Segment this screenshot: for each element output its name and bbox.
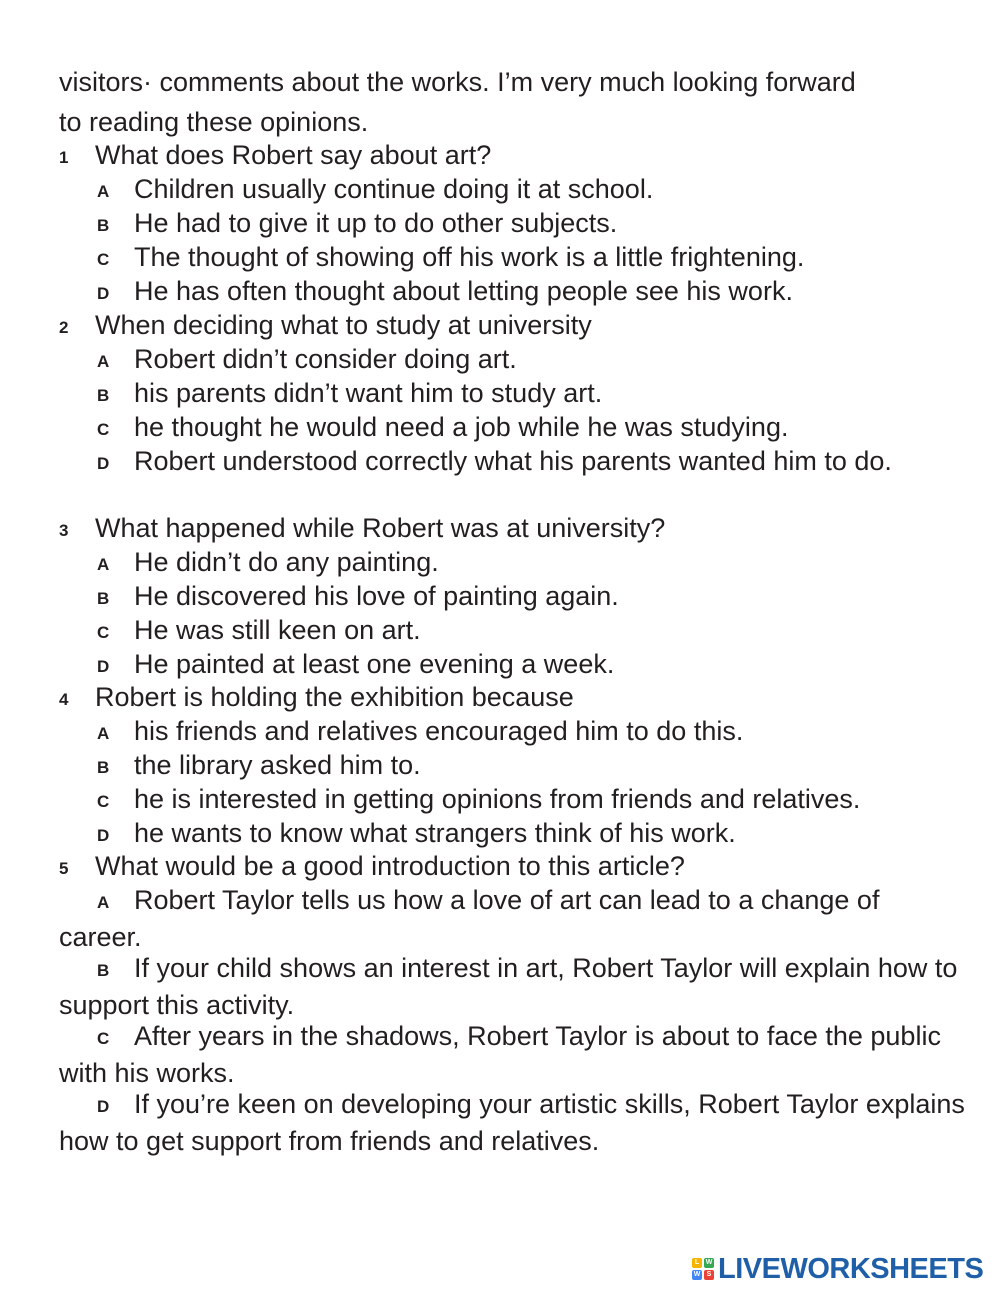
- question-text: When deciding what to study at university: [95, 310, 592, 340]
- question-text: Robert is holding the exhibition because: [95, 682, 574, 712]
- question-text: What would be a good introduction to this article?: [95, 851, 685, 881]
- option-2a[interactable]: [97, 342, 967, 379]
- option-letter: A: [97, 555, 110, 574]
- option-letter: B: [97, 961, 110, 980]
- option-text: he is interested in getting opinions from friends and relatives.: [134, 784, 861, 814]
- option-text: his friends and relatives encouraged him to do this.: [134, 716, 744, 746]
- option-5d[interactable]: [59, 1087, 969, 1158]
- option-5c[interactable]: [59, 1019, 969, 1090]
- option-text: Robert understood correctly what his parents wanted him to do.: [134, 446, 892, 476]
- option-text: He was still keen on art.: [134, 615, 421, 645]
- option-text: He discovered his love of painting again.: [134, 581, 619, 611]
- option-letter: A: [97, 724, 110, 743]
- option-text: Robert Taylor tells us how a love of art can lead to a change of career.: [59, 885, 880, 952]
- option-letter: D: [97, 657, 110, 676]
- option-letter: D: [97, 454, 110, 473]
- question-2: [59, 308, 969, 345]
- question-number: 3: [59, 521, 69, 540]
- option-text: he thought he would need a job while he was studying.: [134, 412, 789, 442]
- option-text: he wants to know what strangers think of his work.: [134, 818, 736, 848]
- intro-line: to reading these opinions.: [59, 107, 369, 137]
- question-3: [59, 511, 969, 548]
- option-4a[interactable]: [97, 714, 967, 751]
- liveworksheets-logo: [692, 1253, 983, 1285]
- question-4: [59, 680, 969, 717]
- option-text: If your child shows an interest in art, Robert Taylor will explain how to support this activity.: [59, 953, 958, 1020]
- option-2d[interactable]: [59, 444, 969, 481]
- logo-mark-icon: [692, 1258, 714, 1280]
- question-number: 2: [59, 318, 69, 337]
- option-text: He has often thought about letting people see his work.: [134, 276, 793, 306]
- option-letter: B: [97, 216, 110, 235]
- option-letter: B: [97, 386, 110, 405]
- option-text: If you’re keen on developing your artistic skills, Robert Taylor explains how to get support from friends and relatives.: [59, 1089, 965, 1156]
- option-letter: C: [97, 250, 110, 269]
- option-5a[interactable]: [59, 883, 969, 954]
- option-letter: A: [97, 893, 110, 912]
- option-3d[interactable]: [97, 647, 967, 684]
- option-4d[interactable]: [97, 816, 967, 853]
- option-text: Children usually continue doing it at school.: [134, 174, 654, 204]
- logo-text: LIVEWORKSHEETS: [718, 1252, 984, 1285]
- question-text: What happened while Robert was at university?: [95, 513, 666, 543]
- option-text: He painted at least one evening a week.: [134, 649, 615, 679]
- question-number: 5: [59, 859, 69, 878]
- option-1a[interactable]: [97, 172, 967, 209]
- option-letter: C: [97, 420, 110, 439]
- option-text: After years in the shadows, Robert Taylor is about to face the public with his works.: [59, 1021, 941, 1088]
- option-3c[interactable]: [97, 613, 967, 650]
- option-letter: A: [97, 182, 110, 201]
- logo-mark-square: W: [693, 1271, 701, 1278]
- option-3a[interactable]: [97, 545, 967, 582]
- option-text: He didn’t do any painting.: [134, 547, 439, 577]
- option-letter: B: [97, 589, 110, 608]
- logo-mark-square: L: [692, 1258, 702, 1268]
- option-letter: A: [97, 352, 110, 371]
- option-1b[interactable]: [97, 206, 967, 243]
- option-5b[interactable]: [59, 951, 969, 1022]
- option-1c[interactable]: [97, 240, 967, 277]
- option-2b[interactable]: [97, 376, 967, 413]
- logo-mark-square: W: [705, 1259, 713, 1266]
- question-5: [59, 849, 969, 886]
- option-4c[interactable]: [97, 782, 967, 819]
- option-letter: C: [97, 792, 110, 811]
- option-text: his parents didn’t want him to study art.: [134, 378, 603, 408]
- option-text: Robert didn’t consider doing art.: [134, 344, 517, 374]
- logo-mark-square: S: [704, 1270, 714, 1280]
- option-3b[interactable]: [97, 579, 967, 616]
- question-number: 1: [59, 148, 69, 167]
- intro-paragraph: [59, 62, 959, 142]
- option-4b[interactable]: [97, 748, 967, 785]
- option-2c[interactable]: [97, 410, 967, 447]
- option-letter: D: [97, 1097, 110, 1116]
- option-text: He had to give it up to do other subjects.: [134, 208, 618, 238]
- option-text: The thought of showing off his work is a little frightening.: [134, 242, 805, 272]
- option-1d[interactable]: [97, 274, 967, 311]
- option-letter: B: [97, 758, 110, 777]
- question-1: [59, 138, 969, 175]
- question-number: 4: [59, 690, 69, 709]
- option-letter: C: [97, 1029, 110, 1048]
- option-text: the library asked him to.: [134, 750, 421, 780]
- option-letter: D: [97, 284, 110, 303]
- intro-line: visitors· comments about the works. I’m very much looking forward: [59, 67, 856, 97]
- option-letter: D: [97, 826, 110, 845]
- option-letter: C: [97, 623, 110, 642]
- question-text: What does Robert say about art?: [95, 140, 492, 170]
